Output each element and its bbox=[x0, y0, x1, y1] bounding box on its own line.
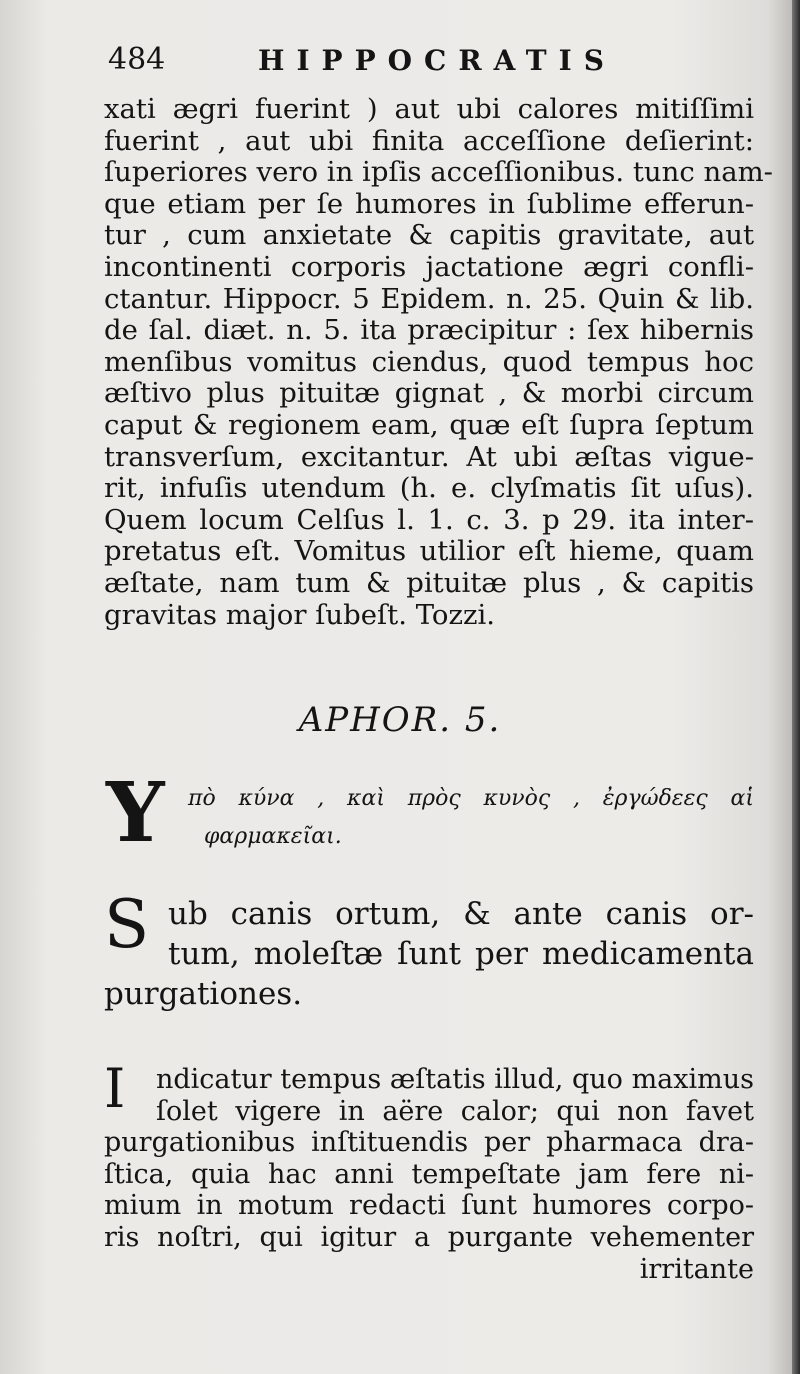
commentary-initial: I bbox=[104, 1057, 126, 1120]
text-line: caput & regionem eam, quæ eſt ſupra ſeptum bbox=[104, 408, 754, 441]
text-line: incontinenti corporis jactatione ægri confli- bbox=[104, 250, 754, 283]
page-number: 484 bbox=[108, 42, 166, 77]
text-line: de ſal. diæt. n. 5. ita præcipitur : ſex hibernis bbox=[104, 314, 754, 347]
text-line: transverſum, excitantur. At ubi æſtas vigue- bbox=[104, 440, 754, 473]
text-line: fuerint , aut ubi finita acceſſione deſierint: bbox=[104, 124, 754, 157]
text-line: ndicatur tempus æſtatis illud, quo maximus bbox=[156, 1064, 754, 1095]
latin-aphorism bbox=[104, 886, 754, 1014]
page-header bbox=[108, 40, 758, 84]
text-line: gravitas major ſubeſt. Tozzi. bbox=[104, 598, 495, 631]
text-line: ris noſtri, qui igitur a purgante vehementer bbox=[104, 1221, 754, 1253]
text-line: ſuperiores vero in ipſis acceſſionibus. tunc nam- bbox=[104, 156, 773, 189]
greek-aphorism bbox=[104, 765, 764, 861]
text-line: purgationes. bbox=[104, 976, 303, 1012]
catchword: irritante bbox=[639, 1253, 754, 1285]
text-line: menſibus vomitus ciendus, quod tempus hoc bbox=[104, 345, 754, 378]
text-line: tum, moleſtæ ſunt per medicamenta bbox=[168, 936, 754, 972]
text-line: æſtate, nam tum & pituitæ plus , & capitis bbox=[104, 566, 754, 599]
text-line: tur , cum anxietate & capitis gravitate, aut bbox=[104, 219, 754, 252]
commentary bbox=[104, 1057, 754, 1285]
text-line: ub canis ortum, & ante canis or- bbox=[168, 896, 754, 932]
text-line: ctantur. Hippocr. 5 Epidem. n. 25. Quin & lib. bbox=[104, 282, 754, 315]
text-line: xati ægri fuerint ) aut ubi calores mitiſſimi bbox=[104, 93, 754, 125]
text-line: Quem locum Celſus l. 1. c. 3. p 29. ita inter- bbox=[104, 503, 754, 536]
continued-commentary bbox=[104, 93, 773, 631]
greek-line: φαρμακεῖαι. bbox=[204, 824, 342, 849]
text-line: ſtica, quia hac anni tempeſtate jam fere ni- bbox=[104, 1158, 754, 1190]
text-line: rit, infuſis utendum (h. e. clyſmatis ſit uſus). bbox=[104, 472, 754, 505]
greek-initial: Υ bbox=[106, 765, 165, 861]
text-line: que etiam per ſe humores in ſublime efferun- bbox=[104, 187, 754, 220]
text-line: ſolet vigere in aëre calor; qui non favet bbox=[156, 1095, 754, 1127]
page-edge bbox=[792, 0, 800, 1374]
text-line: mium in motum redacti ſunt humores corpo- bbox=[104, 1190, 754, 1222]
greek-line: πὸ κύνα , καὶ πρὸς κυνὸς , ἐργώδεες αἱ bbox=[188, 786, 754, 811]
running-head: HIPPOCRATIS bbox=[258, 44, 616, 77]
text-line: æſtivo plus pituitæ gignat , & morbi circum bbox=[104, 377, 754, 410]
text-line: pretatus eſt. Vomitus utilior eſt hieme, quam bbox=[104, 535, 754, 568]
latin-initial: S bbox=[104, 886, 150, 963]
text-line: purgationibus inſtituendis per pharmaca dra- bbox=[104, 1127, 754, 1159]
aphorism-heading: APHOR. 5. bbox=[298, 700, 502, 740]
